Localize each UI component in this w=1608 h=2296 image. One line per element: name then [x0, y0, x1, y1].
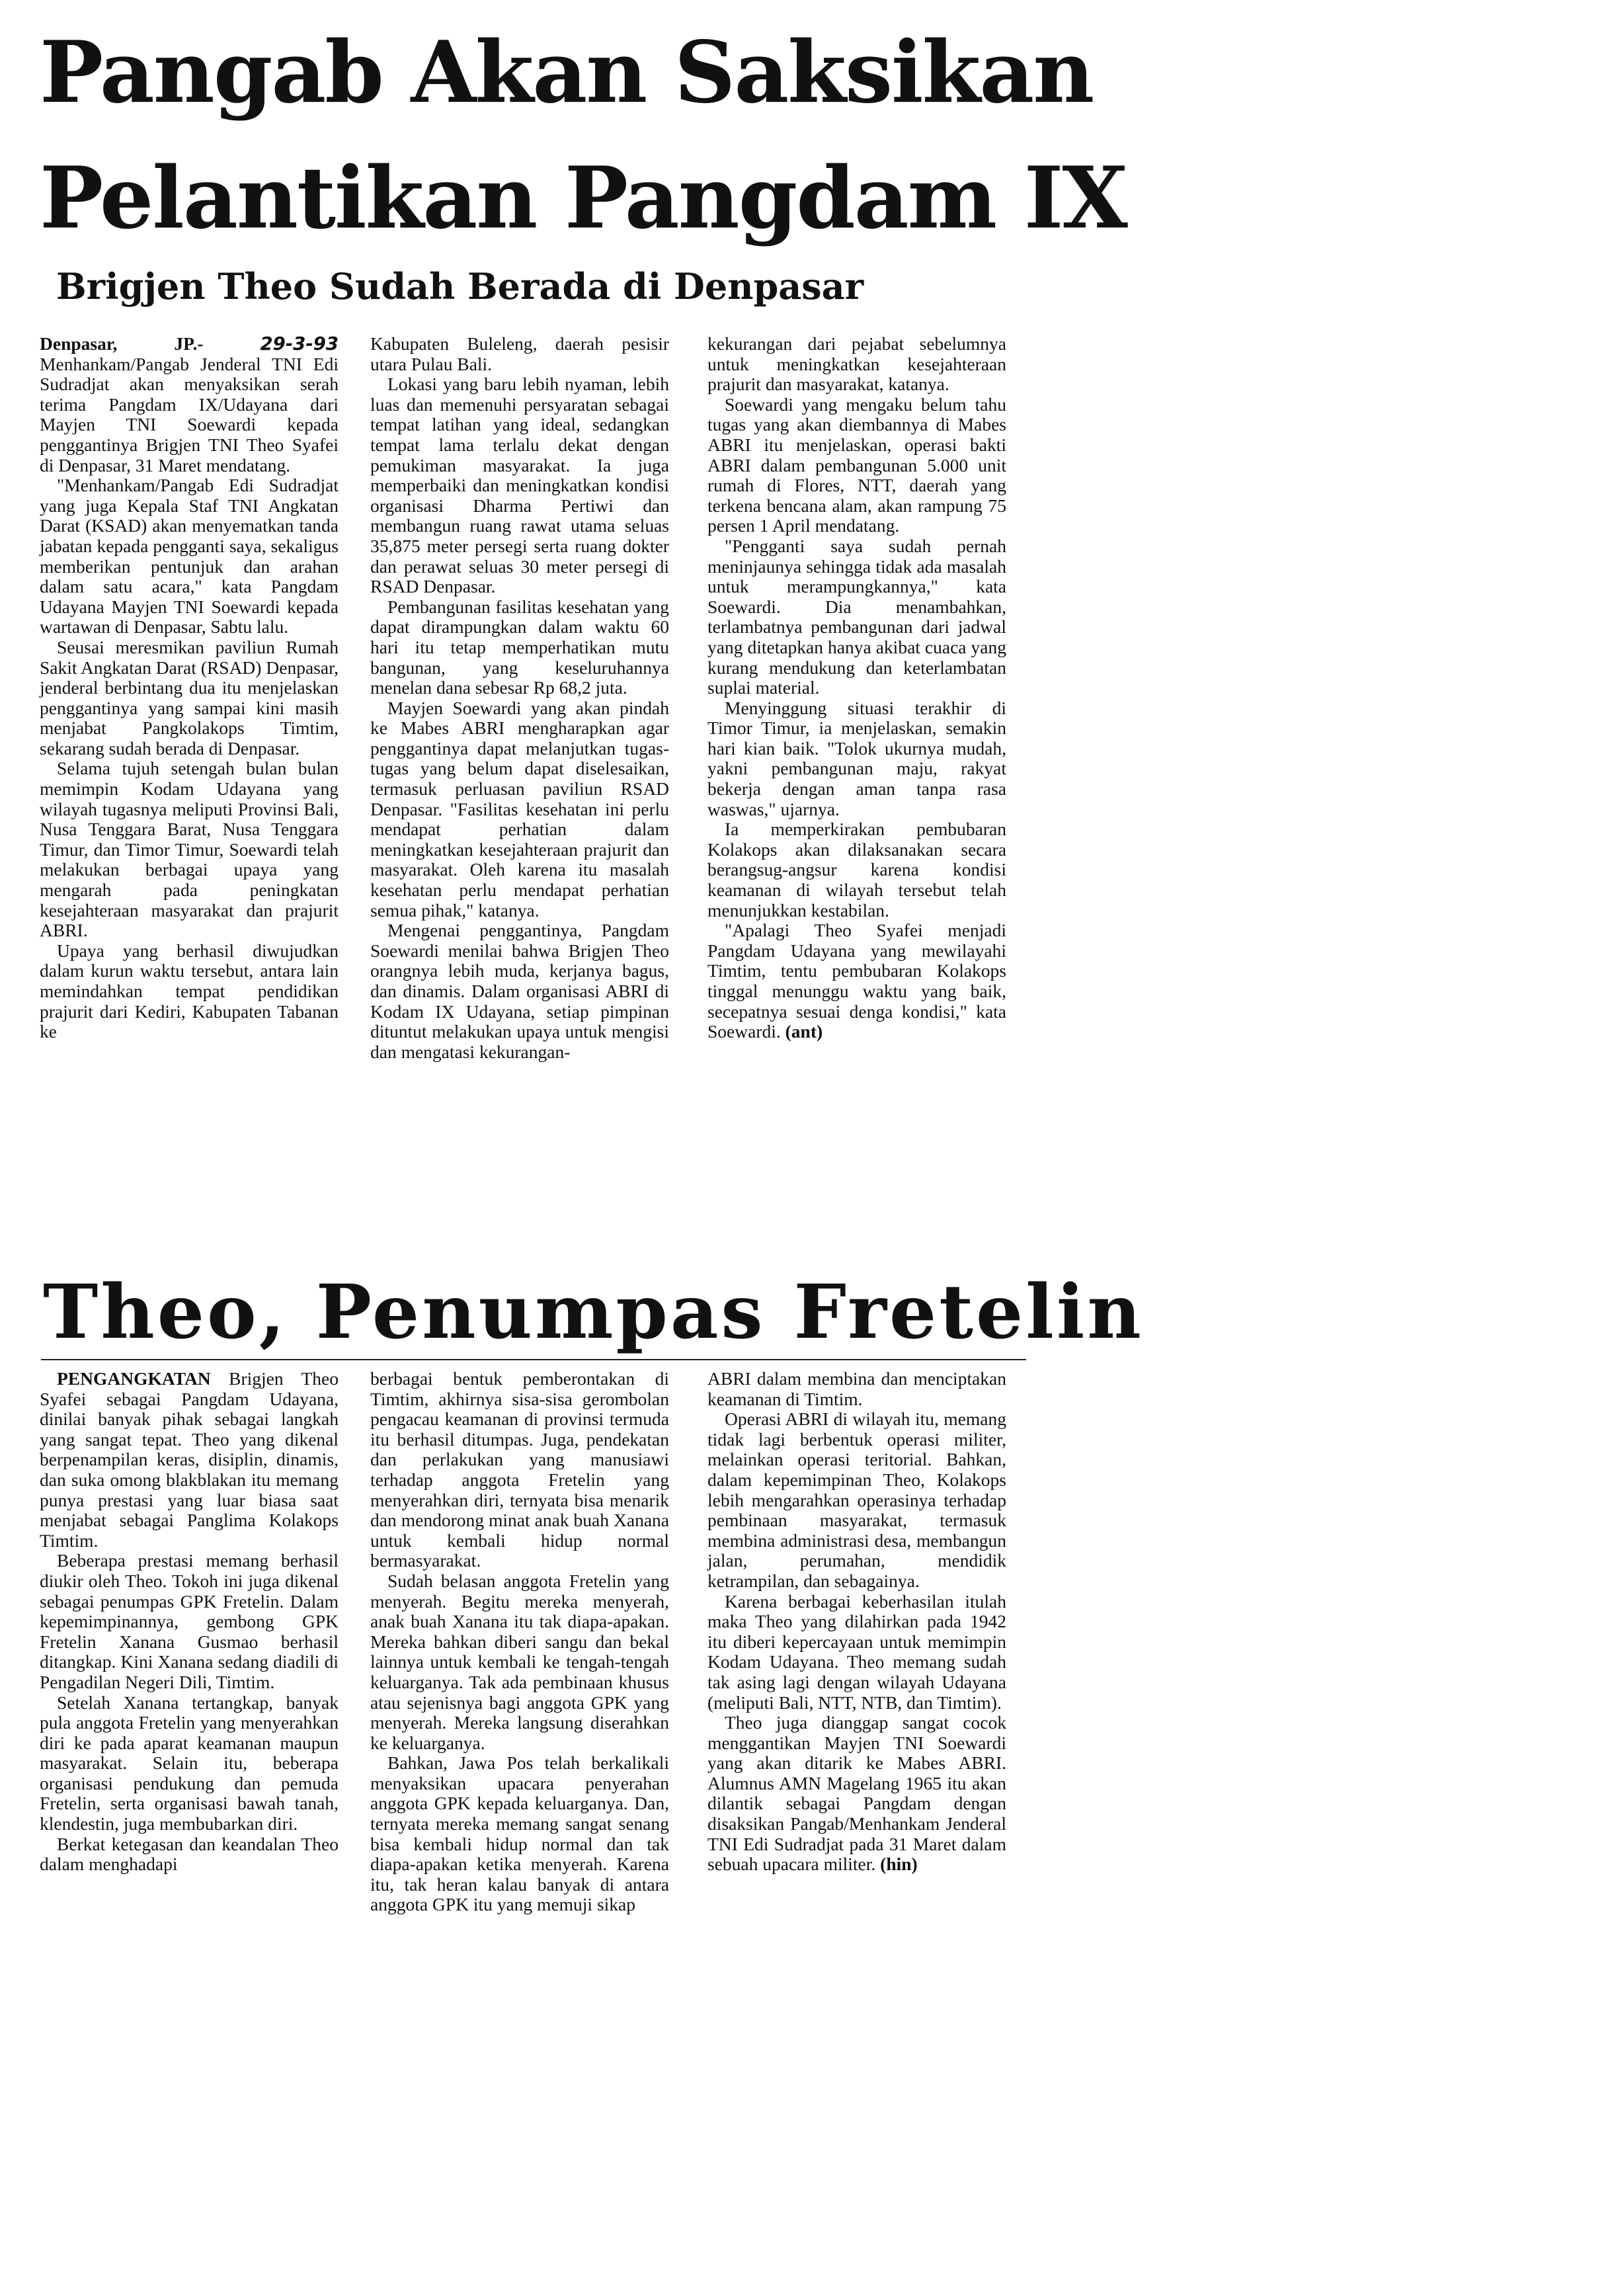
paragraph-text: Theo juga dianggap sangat cocok menggantikan Mayjen TNI Soewardi yang akan ditarik ke Mabes ABRI. Alumnus AMN Magelang 1965 itu akan dilantik sebagai Pangdam dengan disaksikan Pangab/Menhankam Jenderal TNI Edi Sudradjat pada 31 Maret dalam sebuah upacara militer.: [707, 1712, 1006, 1875]
paragraph: Upaya yang berhasil diwujudkan dalam kurun waktu tersebut, antara lain memindahkan tempat pendidikan prajurit dari Kediri, Kabupaten Tabanan ke: [40, 940, 339, 1042]
signature: (hin): [880, 1854, 918, 1875]
subheadline: Brigjen Theo Sudah Berada di Denpasar: [56, 265, 864, 308]
article1-column-3: [707, 334, 1006, 1042]
paragraph-text: "Apalagi Theo Syafei menjadi Pangdam Udayana yang mewilayahi Timtim, tentu pembubaran Kolakops tinggal menunggu waktu yang baik, secepatnya sesuai denga kondisi," kata Soewardi.: [707, 920, 1006, 1042]
paragraph: "Pengganti saya sudah pernah meninjaunya sehingga tidak ada masalah untuk merampungkannya," kata Soewardi. Dia menambahkan, terlambatnya pembangunan dari jadwal yang ditetapkan hanya akibat cuaca yang kurang mendukung dan keterlambatan suplai material.: [707, 535, 1006, 698]
paragraph: [707, 1713, 1006, 1875]
paragraph: [40, 334, 339, 475]
paragraph: Menyinggung situasi terakhir di Timor Timur, ia menjelaskan, semakin hari kian baik. "Tolok ukurnya mudah, yakni pembangunan maju, rakyat bekerja dengan aman tanpa rasa waswas," ujarnya.: [707, 697, 1006, 819]
dateline: Denpasar, JP.-: [40, 333, 204, 354]
paragraph-text: Brigjen Theo Syafei sebagai Pangdam Udayana, dinilai banyak pihak sebagai langkah yang sangat tepat. Theo yang dikenal berpenampilan keras, disiplin, dinamis, dan suka omong blakblakan itu memang punya prestasi yang luar biasa saat menjabat sebagai Panglima Kolakops Timtim.: [40, 1368, 339, 1551]
paragraph: kekurangan dari pejabat sebelumnya untuk meningkatkan kesejahteraan prajurit dan masyarakat, katanya.: [707, 333, 1006, 395]
paragraph: ABRI dalam membina dan menciptakan keamanan di Timtim.: [707, 1368, 1006, 1409]
headline-article-2: Theo, Penumpas Fretelin: [43, 1269, 1144, 1356]
kicker: PENGANGKATAN: [57, 1368, 211, 1389]
paragraph: berbagai bentuk pemberontakan di Timtim, akhirnya sisa-sisa gerombolan pengacau keamanan di provinsi termuda itu berhasil ditumpas. Juga, pendekatan dan perlakukan yang manusiawi terhadap anggota Fretelin yang menyerahkan diri, ternyata bisa menarik dan mendorong minat anak buah Xanana untuk kembali hidup normal bermasyarakat.: [370, 1368, 669, 1571]
paragraph: Mengenai penggantinya, Pangdam Soewardi menilai bahwa Brigjen Theo orangnya lebih muda, kerjanya bagus, dan dinamis. Dalam organisasi ABRI di Kodam IX Udayana, setiap pimpinan dituntut melakukan upaya untuk mengisi dan mengatasi kekurangan-: [370, 920, 669, 1062]
paragraph: Selama tujuh setengah bulan bulan memimpin Kodam Udayana yang wilayah tugasnya meliputi Provinsi Bali, Nusa Tenggara Barat, Nusa Tenggara Timur, dan Timor Timur, Soewardi telah melakukan berbagai upaya yang mengarah pada peningkatan kesejahteraan masyarakat dan prajurit ABRI.: [40, 758, 339, 941]
paragraph: Ia memperkirakan pembubaran Kolakops akan dilaksanakan secara berangsug-angsur karena kondisi keamanan di wilayah tersebut telah menunjukkan kestabilan.: [707, 819, 1006, 921]
headline-line-2: Pelantikan Pangdam IX: [40, 149, 1127, 248]
paragraph: Soewardi yang mengaku belum tahu tugas yang akan diembannya di Mabes ABRI itu menjelaskan, operasi bakti ABRI dalam pembangunan 5.000 unit rumah di Flores, NTT, daerah yang terkena bencana alam, akan rampung 75 persen 1 April mendatang.: [707, 393, 1006, 536]
paragraph: "Menhankam/Pangab Edi Sudradjat yang juga Kepala Staf TNI Angkatan Darat (KSAD) akan menyematkan tanda jabatan kepada pengganti saya, sekaligus memberikan pentunjuk dan arahan dalam satu acara," kata Pangdam Udayana Mayjen TNI Soewardi kepada wartawan di Denpasar, Sabtu lalu.: [40, 475, 339, 637]
article1-column-1: [40, 334, 339, 1042]
paragraph: Bahkan, Jawa Pos telah berkalikali menyaksikan upacara penyerahan anggota GPK kepada keluarganya. Dan, ternyata mereka memang sangat senang bisa kembali hidup normal dan tak diapa-apakan ketika menyerah. Karena itu, tak heran kalau banyak di antara anggota GPK itu yang memuji sikap: [370, 1752, 669, 1915]
article2-column-2: [370, 1369, 669, 1915]
paragraph: Operasi ABRI di wilayah itu, memang tidak lagi berbentuk operasi militer, melainkan operasi teritorial. Bahkan, dalam kepemimpinan Theo, Kolakops lebih mengarahkan operasinya terhadap pembinaan masyarakat, termasuk membina administrasi desa, membangun jalan, perumahan, mendidik ketrampilan, dan sebagainya.: [707, 1409, 1006, 1591]
paragraph: Pembangunan fasilitas kesehatan yang dapat dirampungkan dalam waktu 60 hari itu tetap memperhatikan mutu bangunan, yang keseluruhannya menelan dana sebesar Rp 68,2 juta.: [370, 596, 669, 698]
article2-column-3: [707, 1369, 1006, 1875]
paragraph: Kabupaten Buleleng, daerah pesisir utara Pulau Bali.: [370, 333, 669, 374]
paragraph-text: Menhankam/Pangab Jenderal TNI Edi Sudradjat akan menyaksikan serah terima Pangdam IX/Udayana dari Mayjen TNI Soewardi kepada penggantinya Brigjen TNI Theo Syafei di Denpasar, 31 Maret mendatang.: [40, 353, 339, 475]
paragraph: [707, 921, 1006, 1042]
paragraph: Berkat ketegasan dan keandalan Theo dalam menghadapi: [40, 1833, 339, 1875]
headline-line-1: Pangab Akan Saksikan: [40, 23, 1094, 122]
paragraph: Sudah belasan anggota Fretelin yang menyerah. Begitu mereka menyerah, anak buah Xanana itu tak diapa-apakan. Mereka bahkan diberi sangu dan bekal lainnya untuk kembali ke tengah-tengah keluarganya. Tak ada pembinaan khusus atau sejenisnya bagi anggota GPK yang menyerah. Mereka langsung diserahkan ke keluarganya.: [370, 1570, 669, 1753]
divider: [41, 1359, 1026, 1360]
paragraph: Seusai meresmikan paviliun Rumah Sakit Angkatan Darat (RSAD) Denpasar, jenderal berbintang dua itu menjelaskan penggantinya yang sampai kini masih menjabat Pangkolakops Timtim, sekarang sudah berada di Denpasar.: [40, 636, 339, 758]
paragraph: Karena berbagai keberhasilan itulah maka Theo yang dilahirkan pada 1942 itu diberi kepercayaan untuk memimpin Kodam Udayana. Theo memang sudah tak asing lagi dengan wilayah Udayana (meliputi Bali, NTT, NTB, dan Timtim).: [707, 1590, 1006, 1713]
paragraph: [40, 1369, 339, 1551]
paragraph: Setelah Xanana tertangkap, banyak pula anggota Fretelin yang menyerahkan diri ke pada aparat keamanan maupun masyarakat. Selain itu, beberapa organisasi pendukung dan pemuda Fretelin, serta organisasi bawah tanah, klendestin, juga membubarkan diri.: [40, 1692, 339, 1834]
article2-column-1: [40, 1369, 339, 1875]
paragraph: Mayjen Soewardi yang akan pindah ke Mabes ABRI mengharapkan agar penggantinya dapat melanjutkan tugas-tugas yang belum dapat diselesaikan, termasuk perluasan paviliun RSAD Denpasar. "Fasilitas kesehatan ini perlu mendapat perhatian dalam meningkatkan kesejahteraan prajurit dan masyarakat. Oleh karena itu masalah kesehatan perlu mendapat perhatian semua pihak," katanya.: [370, 697, 669, 921]
paragraph: Beberapa prestasi memang berhasil diukir oleh Theo. Tokoh ini juga dikenal sebagai penumpas GPK Fretelin. Dalam kepemimpinannya, gembong GPK Fretelin Xanana Gusmao berhasil ditangkap. Kini Xanana sedang diadili di Pengadilan Negeri Dili, Timtim.: [40, 1550, 339, 1692]
signature: (ant): [785, 1021, 823, 1042]
article1-column-2: [370, 334, 669, 1062]
handwritten-date: 29-3-93: [260, 333, 339, 354]
paragraph: Lokasi yang baru lebih nyaman, lebih luas dan memenuhi persyaratan sebagai tempat latihan yang ideal, sedangkan tempat lama terlalu dekat dengan pemukiman masyarakat. Ia juga memperbaiki dan meningkatkan kondisi organisasi Dharma Pertiwi dan membangun ruang rawat utama seluas 35,875 meter persegi serta ruang dokter dan perawat seluas 30 meter persegi di RSAD Denpasar.: [370, 374, 669, 597]
